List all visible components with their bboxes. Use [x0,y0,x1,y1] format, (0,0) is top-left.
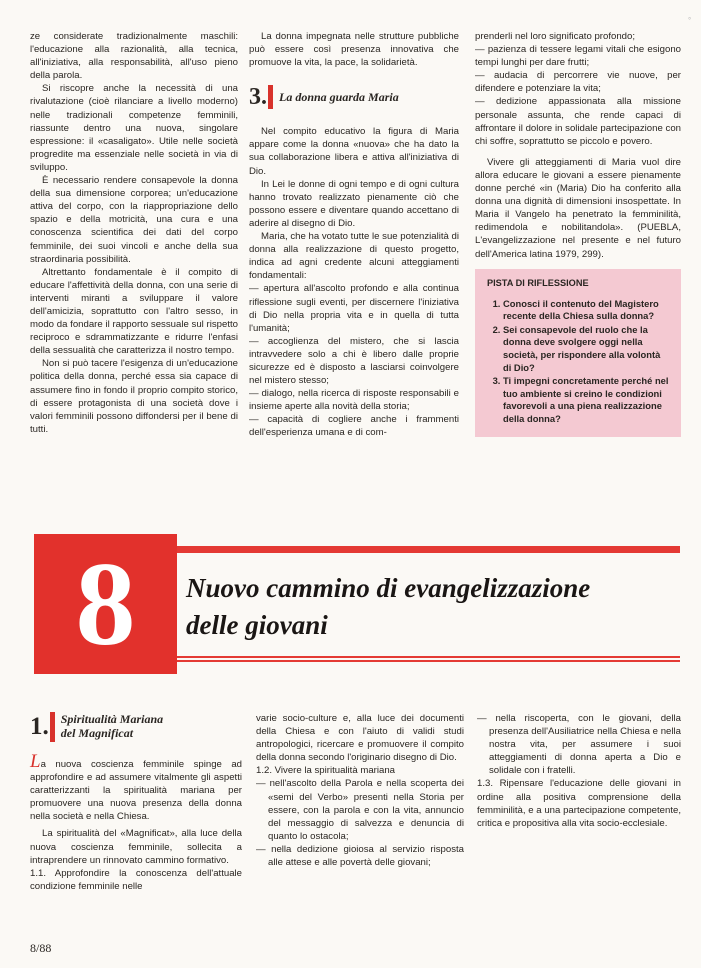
dash-item: — nella riscoperta, con le giovani, della presenza dell'Ausiliatrice nella Chiesa e nella nostra vita, per assumere i suoi atteggiamenti di donna aperta a Dio e solidale con i fratelli. [477,713,681,777]
drop-cap: L [30,751,41,772]
paragraph: Si riscopre anche la necessità di una rivalutazione (cioè rilanciare a livello moderno) nelle tradizionali competenze femminili, riassunte dentro una nuova, singolare espressione: il «casaligato». Utile nelle società progredite ma essenziale nelle società in via di sviluppo. [30,83,238,173]
paragraph: Maria, che ha votato tutte le sue potenzialità di donna alla realizzazione di questo progetto, indica ad agni credente alcuni atteggiamenti fondamentali: [249,231,459,282]
reflection-item: 1. Conosci il contenuto del Magistero recente della Chiesa sulla donna? [503,298,671,323]
chapter-title-line: delle giovani [186,610,328,640]
lower-column-3 [477,712,681,830]
section-heading-3 [249,85,459,109]
subsection: 1.2. Vivere la spiritualità mariana [256,765,396,777]
paragraph: La donna impegnata nelle strutture pubbliche può essere così presenza innovativa che promuove la vita, la pace, la solidarietà. [249,31,459,69]
corner-mark: ° [688,16,692,25]
paragraph: prenderli nel loro significato profondo; [475,31,635,42]
section-number: 1. [30,713,49,740]
section-title-line: del Magnificat [60,726,134,740]
page-number: 8/88 [30,941,52,955]
paragraph: varie socio-culture e, alla luce dei documenti della Chiesa e con l'aiuto di validi studi antropologici, ricercare e promuovere il compito della donna secondo l'originario disegno di Dio. [256,713,464,764]
reflection-box [475,269,681,437]
paragraph: ze considerate tradizionalmente maschili: l'educazione alla razionalità, alla tecnica, all'iniziativa, alla responsabilità, all'uso pieno della parola. [30,31,238,82]
section-title-line: Spiritualità Mariana [60,712,164,726]
paragraph: La spiritualità del «Magnificat», alla luce della nuova coscienza femminile, sollecita a intraprendere un rinnovato cammino formativo. [30,828,242,866]
subsection: 1.1. Approfondire la conoscenza dell'attuale condizione femminile nelle [30,867,242,892]
dash-item: — accoglienza del mistero, che si lascia intravvedere solo a chi è libero dalle proprie sicurezze ed è disposto a lasciarsi coinvolgere nel mistero stesso; [249,335,459,387]
dash-item: — dialogo, nella ricerca di risposte responsabili e insieme aperte alla novità della storia; [249,388,459,413]
paragraph [30,751,242,823]
dash-item: — nell'ascolto della Parola e nella scoperta dei «semi del Verbo» presenti nella Storia per essere, con la parola e con la vita, annuncio del messaggio di salvezza e denuncia di quanto lo ostacola; [256,778,464,842]
paragraph: Non si può tacere l'esigenza di un'educazione politica della donna, perché essa sia capace di assumere fino in fondo il proprio compito storico, di essere protagonista di una società dove i valori femminili possono diffondersi per il bene di tutti. [30,358,238,435]
reflection-title: PISTA DI RIFLESSIONE [487,277,589,288]
section-marker-bar [268,85,273,109]
section-heading-1 [30,712,242,742]
lower-column-2 [256,712,464,869]
paragraph: Nel compito educativo la figura di Maria appare come la donna «nuova» che ha dato la sua collaborazione libera e attiva all'iniziativa di Dio. [249,126,459,177]
chapter-number: 8 [34,534,177,674]
paragraph: È necessario rendere consapevole la donna della sua dimensione corporea; un'educazione attiva del corpo, con la riappropriazione dello spazio e della motricità, una cura e una conoscenza scientifica dei dati del corpo femminile, dei suoi vincoli e anche della sua straordinaria possibilità. [30,175,238,265]
dash-item: — dedizione appassionata alla missione personale assunta, che rende capaci di affrontare il dolore in solidale partecipazione con chi soffre, soprattutto se piccolo e povero. [475,96,681,147]
chapter-banner [0,534,701,674]
section-marker-bar [50,712,55,742]
reflection-item: 2. Sei consapevole del ruolo che la donna deve svolgere oggi nella società, per rispondere alla volontà di Dio? [503,324,671,374]
subsection: 1.3. Ripensare l'educazione delle giovani in ordine alla positiva comprensione della femminilità, e a una partecipazione competente, critica e propositiva alla vita socio-ecclesiale. [477,778,681,829]
upper-column-2 [249,30,459,440]
paragraph: Vivere gli atteggiamenti di Maria vuol dire allora educare le giovani a essere pienamente donne perché «in (Maria) Dio ha conferito alla donna una dignità di dimensioni insospettate. In Maria il Vangelo ha penetrato la femminilità, redimendola e nobilitandola». (PUEBLA, L'evangelizzazione nel presente e nel futuro dell'America latina 1979, 299). [475,156,681,260]
upper-column-1 [30,30,238,436]
paragraph: Altrettanto fondamentale è il compito di educare l'affettività della donna, con una serie di interventi miranti a sviluppare il valore dell'amicizia, soprattutto con l'altro sesso, in modo da fondare il rapporto sessuale sul rispetto reciproco e sdrammatizzante e ridurre l'enfasi della sessualità che caratterizza il nostro tempo. [30,266,238,357]
dash-item: — nella dedizione gioiosa al servizio risposta alle attese e alle povertà delle giovani; [256,843,464,869]
dash-item: — audacia di percorrere vie nuove, per difendere e potenziare la vita; [475,70,681,95]
lower-column-1 [30,712,242,893]
section-number: 3. [249,84,267,111]
chapter-title-line: Nuovo cammino di evangelizzazione [186,573,591,603]
reflection-list [487,298,671,426]
paragraph: In Lei le donne di ogni tempo e di ogni cultura hanno trovato realizzato pienamente ciò che possono essere e diventare quando accettano di aderire al disegno di Dio. [249,178,459,229]
section-title: La donna guarda Maria [279,89,399,104]
section-title [61,712,163,740]
paragraph-text: a nuova coscienza femminile spinge ad approfondire e ad assumere vitalmente gli aspetti caratterizzanti la spiritualità mariana per promuovere una nuova presenza della donna nella società e nella Chiesa. [30,759,242,823]
upper-column-3 [475,30,681,437]
chapter-title [186,570,666,644]
reflection-item: 3. Ti impegni concretamente perché nel tuo ambiente si creino le condizioni favorevoli a una piena realizzazione della donna? [503,375,671,425]
dash-item: — capacità di cogliere anche i frammenti dell'esperienza umana e di com- [249,414,459,439]
dash-item: — pazienza di tessere legami vitali che esigono tempi lunghi per dare frutti; [475,44,681,69]
dash-item: — apertura all'ascolto profondo e alla continua riflessione sugli eventi, per discernere l'iniziativa di Dio nella propria vita e in quella di tutta l'umanità; [249,283,459,334]
